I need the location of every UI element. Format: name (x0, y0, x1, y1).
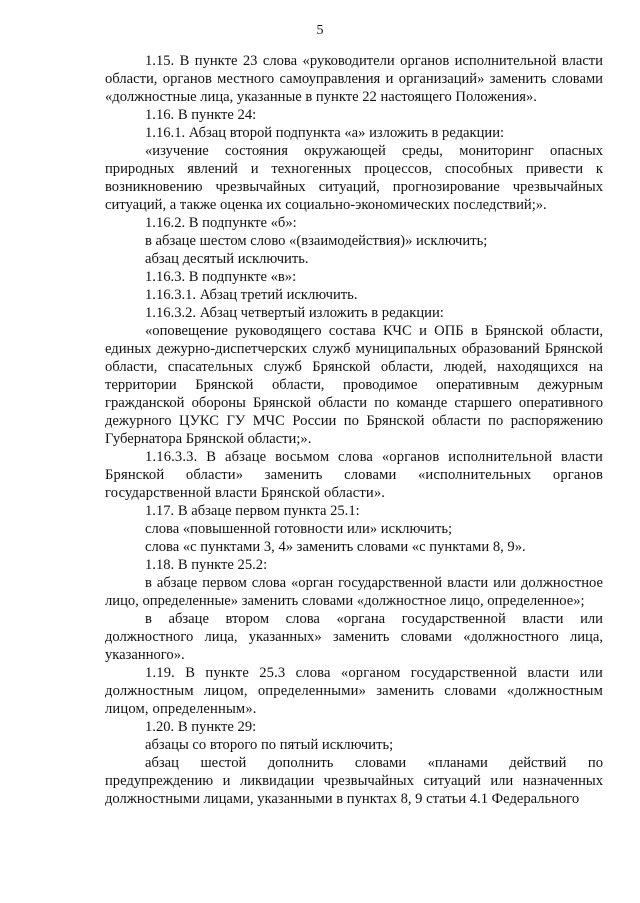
paragraph-1-16-2-item-1: в абзаце шестом слово «(взаимодействия)» исключить; (145, 233, 488, 249)
document-body (105, 52, 603, 808)
paragraph-1-19: 1.19. В пункте 25.3 слова «органом государственной власти или должностным лицом, определенными» заменить словами «должностным лицом, определенным». (105, 665, 603, 717)
paragraph-1-16-2: 1.16.2. В подпункте «б»: (145, 215, 297, 231)
paragraph-1-16-3: 1.16.3. В подпункте «в»: (145, 269, 297, 285)
paragraph-1-16-2-item-2: абзац десятый исключить. (145, 251, 309, 267)
paragraph-1-18: 1.18. В пункте 25.2: (145, 557, 268, 573)
page-number: 5 (316, 23, 324, 38)
paragraph-1-20-item-1: абзацы со второго по пятый исключить; (145, 737, 394, 753)
paragraph-1-15: 1.15. В пункте 23 слова «руководители органов исполнительной власти области, органов местного самоуправления и организаций» заменить словами «должностные лица, указанные в пункте 22 настоящего Положения». (105, 53, 603, 105)
quoted-text-1-16-1: «изучение состояния окружающей среды, мониторинг опасных природных явлений и техногенных процессов, способных привести к возникновению чрезвычайных ситуаций, прогнозирование чрезвычайных ситуаций, а также оценка их социально-экономических последствий;». (105, 143, 603, 213)
paragraph-1-20: 1.20. В пункте 29: (145, 719, 257, 735)
paragraph-1-18-item-1: в абзаце первом слова «орган государственной власти или должностное лицо, определенные» заменить словами «должностное лицо, определенное»; (105, 575, 603, 609)
paragraph-1-16-1: 1.16.1. Абзац второй подпункта «а» изложить в редакции: (145, 125, 505, 141)
paragraph-1-16-3-1: 1.16.3.1. Абзац третий исключить. (145, 287, 358, 303)
quoted-text-1-16-3-2: «оповещение руководящего состава КЧС и ОПБ в Брянской области, единых дежурно-диспетчерских служб муниципальных образований Брянской области, спасательных служб Брянской области, людей, находящихся на территории Брянской области, проводимое оперативным дежурным гражданской обороны Брянской области по команде старшего оперативного дежурного ЦУКС ГУ МЧС России по Брянской области по распоряжению Губернатора Брянской области;». (105, 323, 603, 447)
paragraph-1-20-item-2: абзац шестой дополнить словами «планами действий по предупреждению и ликвидации чрезвычайных ситуаций или назначенных должностными лицами, указанными в пунктах 8, 9 статьи 4.1 Федерального (105, 755, 603, 807)
paragraph-1-16-3-3: 1.16.3.3. В абзаце восьмом слова «органов исполнительной власти Брянской области» заменить словами «исполнительных органов государственной власти Брянской области». (105, 449, 603, 501)
paragraph-1-17: 1.17. В абзаце первом пункта 25.1: (145, 503, 360, 519)
paragraph-1-16: 1.16. В пункте 24: (145, 107, 257, 123)
paragraph-1-18-item-2: в абзаце втором слова «органа государственной власти или должностного лица, указанных» заменить словами «должностного лица, указанного». (105, 611, 603, 663)
paragraph-1-17-item-2: слова «с пунктами 3, 4» заменить словами «с пунктами 8, 9». (145, 539, 526, 555)
paragraph-1-16-3-2: 1.16.3.2. Абзац четвертый изложить в редакции: (145, 305, 444, 321)
paragraph-1-17-item-1: слова «повышенной готовности или» исключить; (145, 521, 453, 537)
